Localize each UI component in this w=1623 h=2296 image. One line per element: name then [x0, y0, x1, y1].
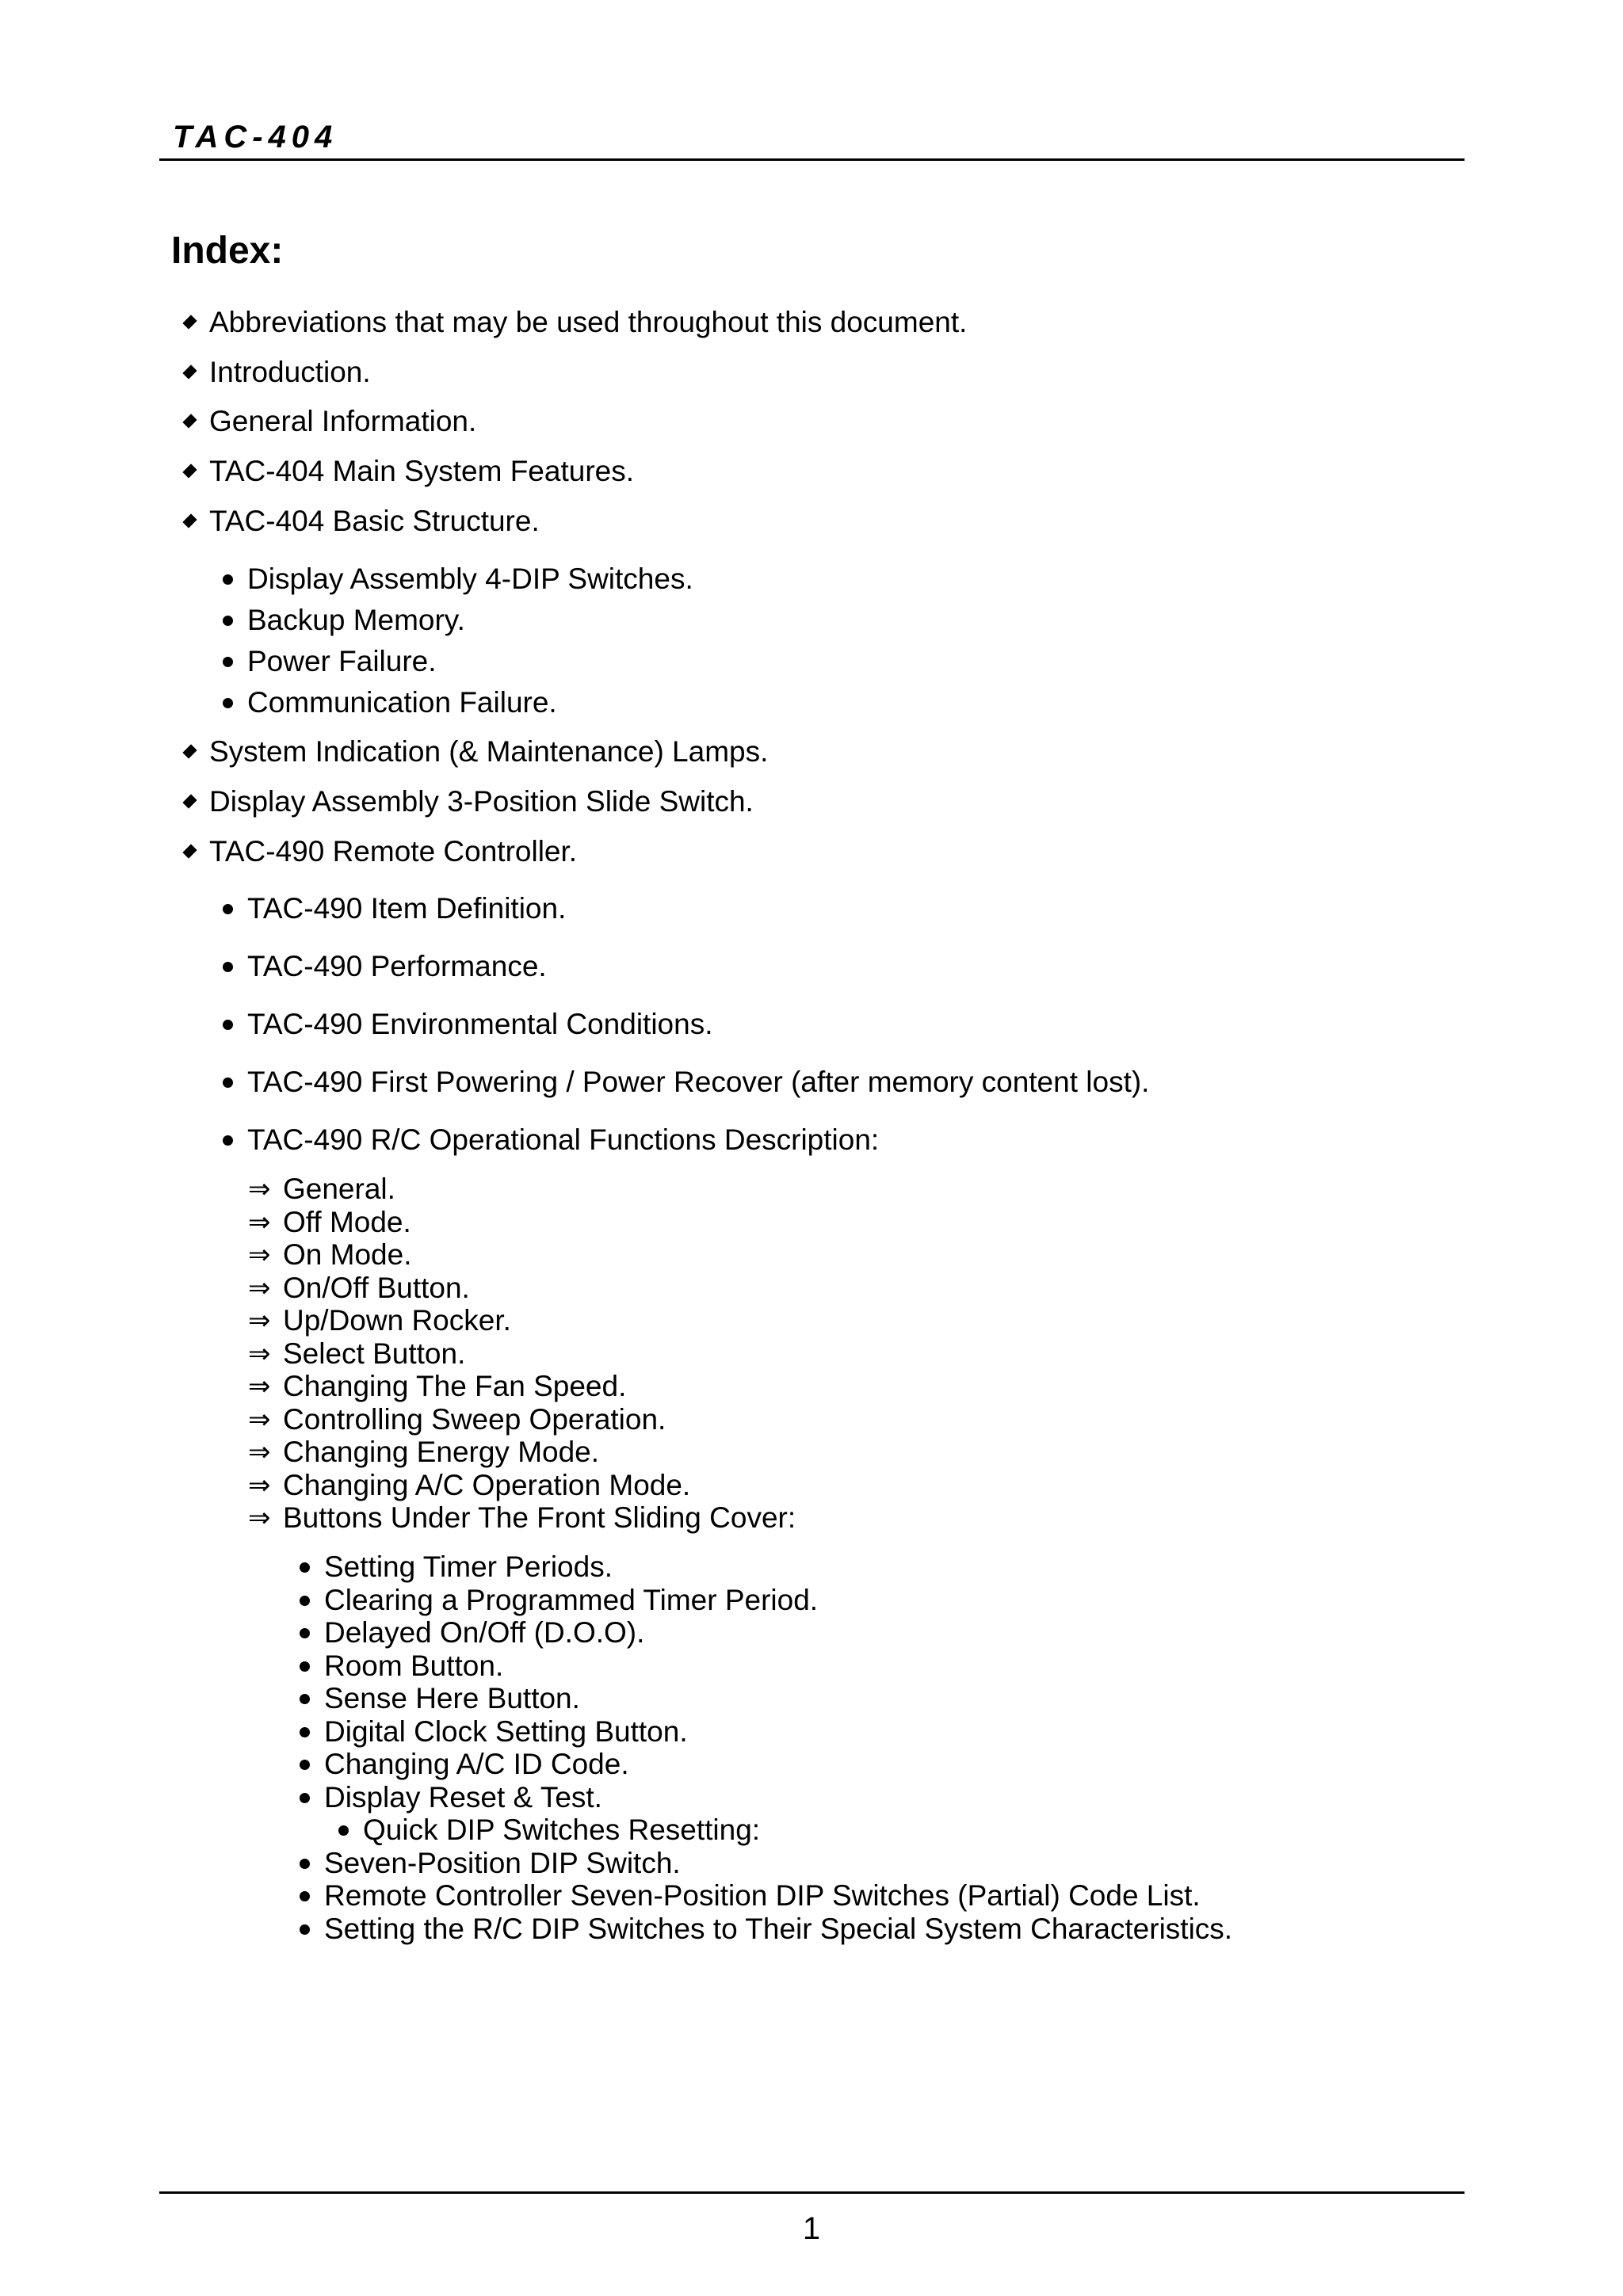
index-entry-label: On Mode.: [283, 1238, 412, 1271]
round-bullet-icon: [300, 1694, 310, 1704]
index-entry-label: Select Button.: [283, 1337, 466, 1370]
header-divider: [159, 158, 1465, 161]
index-entry-label: Up/Down Rocker.: [283, 1304, 511, 1337]
round-bullet-icon: [300, 1628, 310, 1638]
index-entry-label: Setting the R/C DIP Switches to Their Special System Characteristics.: [324, 1913, 1233, 1945]
index-entry-label: Digital Clock Setting Button.: [324, 1715, 688, 1748]
index-entry-label: TAC-490 R/C Operational Functions Description:: [247, 1123, 880, 1156]
index-entry-label: Changing Energy Mode.: [283, 1436, 600, 1468]
round-bullet-icon: [223, 698, 233, 708]
round-bullet-icon: [300, 1924, 310, 1935]
index-entry-label: Display Assembly 3-Position Slide Switch.: [209, 785, 754, 818]
index-entry-label: Communication Failure.: [247, 686, 557, 719]
index-entry-label: Sense Here Button.: [324, 1682, 580, 1714]
round-bullet-icon: [223, 1077, 233, 1088]
double-arrow-icon: ⇒: [248, 1305, 271, 1337]
index-entry-label: Seven-Position DIP Switch.: [324, 1847, 681, 1879]
index-entry-label: System Indication (& Maintenance) Lamps.: [209, 735, 769, 768]
index-entry-label: Clearing a Programmed Timer Period.: [324, 1584, 819, 1616]
index-entry-label: Changing A/C ID Code.: [324, 1748, 629, 1780]
double-arrow-icon: ⇒: [248, 1207, 271, 1238]
round-bullet-icon: [300, 1891, 310, 1901]
index-entry-label: TAC-490 First Powering / Power Recover (after memory content lost).: [247, 1066, 1150, 1098]
round-bullet-icon: [300, 1793, 310, 1803]
round-bullet-icon: [223, 962, 233, 972]
index-entry-label: Controlling Sweep Operation.: [283, 1403, 666, 1436]
diamond-bullet-icon: [182, 794, 197, 808]
round-bullet-icon: [300, 1596, 310, 1606]
index-entry-label: Changing A/C Operation Mode.: [283, 1469, 691, 1501]
footer-divider: [159, 2191, 1465, 2194]
index-entry-label: Introduction.: [209, 356, 371, 388]
index-entry-label: Changing The Fan Speed.: [283, 1370, 627, 1402]
page-number: 1: [802, 2211, 821, 2246]
index-entry-label: TAC-490 Item Definition.: [247, 892, 567, 925]
index-entry-label: Display Assembly 4-DIP Switches.: [247, 563, 693, 595]
diamond-bullet-icon: [182, 744, 197, 758]
index-entry-label: General.: [283, 1173, 395, 1205]
double-arrow-icon: ⇒: [248, 1173, 271, 1205]
round-bullet-icon: [223, 616, 233, 626]
double-arrow-icon: ⇒: [248, 1338, 271, 1370]
index-entry-label: General Information.: [209, 405, 477, 437]
diamond-bullet-icon: [182, 315, 197, 329]
round-bullet-icon: [300, 1661, 310, 1672]
index-entry-label: Delayed On/Off (D.O.O).: [324, 1616, 645, 1649]
index-entry-label: Buttons Under The Front Sliding Cover:: [283, 1501, 796, 1534]
diamond-bullet-icon: [182, 463, 197, 478]
round-bullet-icon: [300, 1760, 310, 1770]
double-arrow-icon: ⇒: [248, 1404, 271, 1436]
index-entry-label: Backup Memory.: [247, 604, 465, 636]
index-entry-label: Off Mode.: [283, 1206, 411, 1238]
index-entry-label: TAC-490 Environmental Conditions.: [247, 1008, 713, 1040]
round-bullet-icon: [223, 574, 233, 585]
document-title: TAC-404: [173, 120, 338, 154]
index-heading: Index:: [171, 230, 284, 272]
index-entry-label: Abbreviations that may be used throughout this document.: [209, 306, 968, 338]
index-entry-label: Setting Timer Periods.: [324, 1550, 613, 1583]
index-entry-label: Display Reset & Test.: [324, 1781, 602, 1814]
double-arrow-icon: ⇒: [248, 1239, 271, 1271]
diamond-bullet-icon: [182, 513, 197, 528]
index-entry-label: TAC-490 Remote Controller.: [209, 835, 578, 868]
index-entry-label: Power Failure.: [247, 645, 437, 677]
index-entry-label: Remote Controller Seven-Position DIP Switches (Partial) Code List.: [324, 1879, 1201, 1912]
round-bullet-icon: [300, 1859, 310, 1869]
index-entry-label: Quick DIP Switches Resetting:: [363, 1814, 761, 1846]
diamond-bullet-icon: [182, 414, 197, 428]
round-bullet-icon: [338, 1825, 349, 1836]
round-bullet-icon: [300, 1562, 310, 1573]
double-arrow-icon: ⇒: [248, 1470, 271, 1501]
diamond-bullet-icon: [182, 364, 197, 379]
round-bullet-icon: [300, 1727, 310, 1737]
round-bullet-icon: [223, 904, 233, 914]
double-arrow-icon: ⇒: [248, 1371, 271, 1402]
round-bullet-icon: [223, 1020, 233, 1030]
index-entry-label: TAC-490 Performance.: [247, 950, 547, 982]
double-arrow-icon: ⇒: [248, 1502, 271, 1534]
index-entry-label: Room Button.: [324, 1650, 504, 1682]
double-arrow-icon: ⇒: [248, 1272, 271, 1304]
round-bullet-icon: [223, 1135, 233, 1146]
round-bullet-icon: [223, 657, 233, 667]
double-arrow-icon: ⇒: [248, 1436, 271, 1468]
diamond-bullet-icon: [182, 844, 197, 858]
index-entry-label: TAC-404 Main System Features.: [209, 455, 634, 487]
index-entry-label: On/Off Button.: [283, 1272, 470, 1304]
index-entry-label: TAC-404 Basic Structure.: [209, 505, 540, 537]
